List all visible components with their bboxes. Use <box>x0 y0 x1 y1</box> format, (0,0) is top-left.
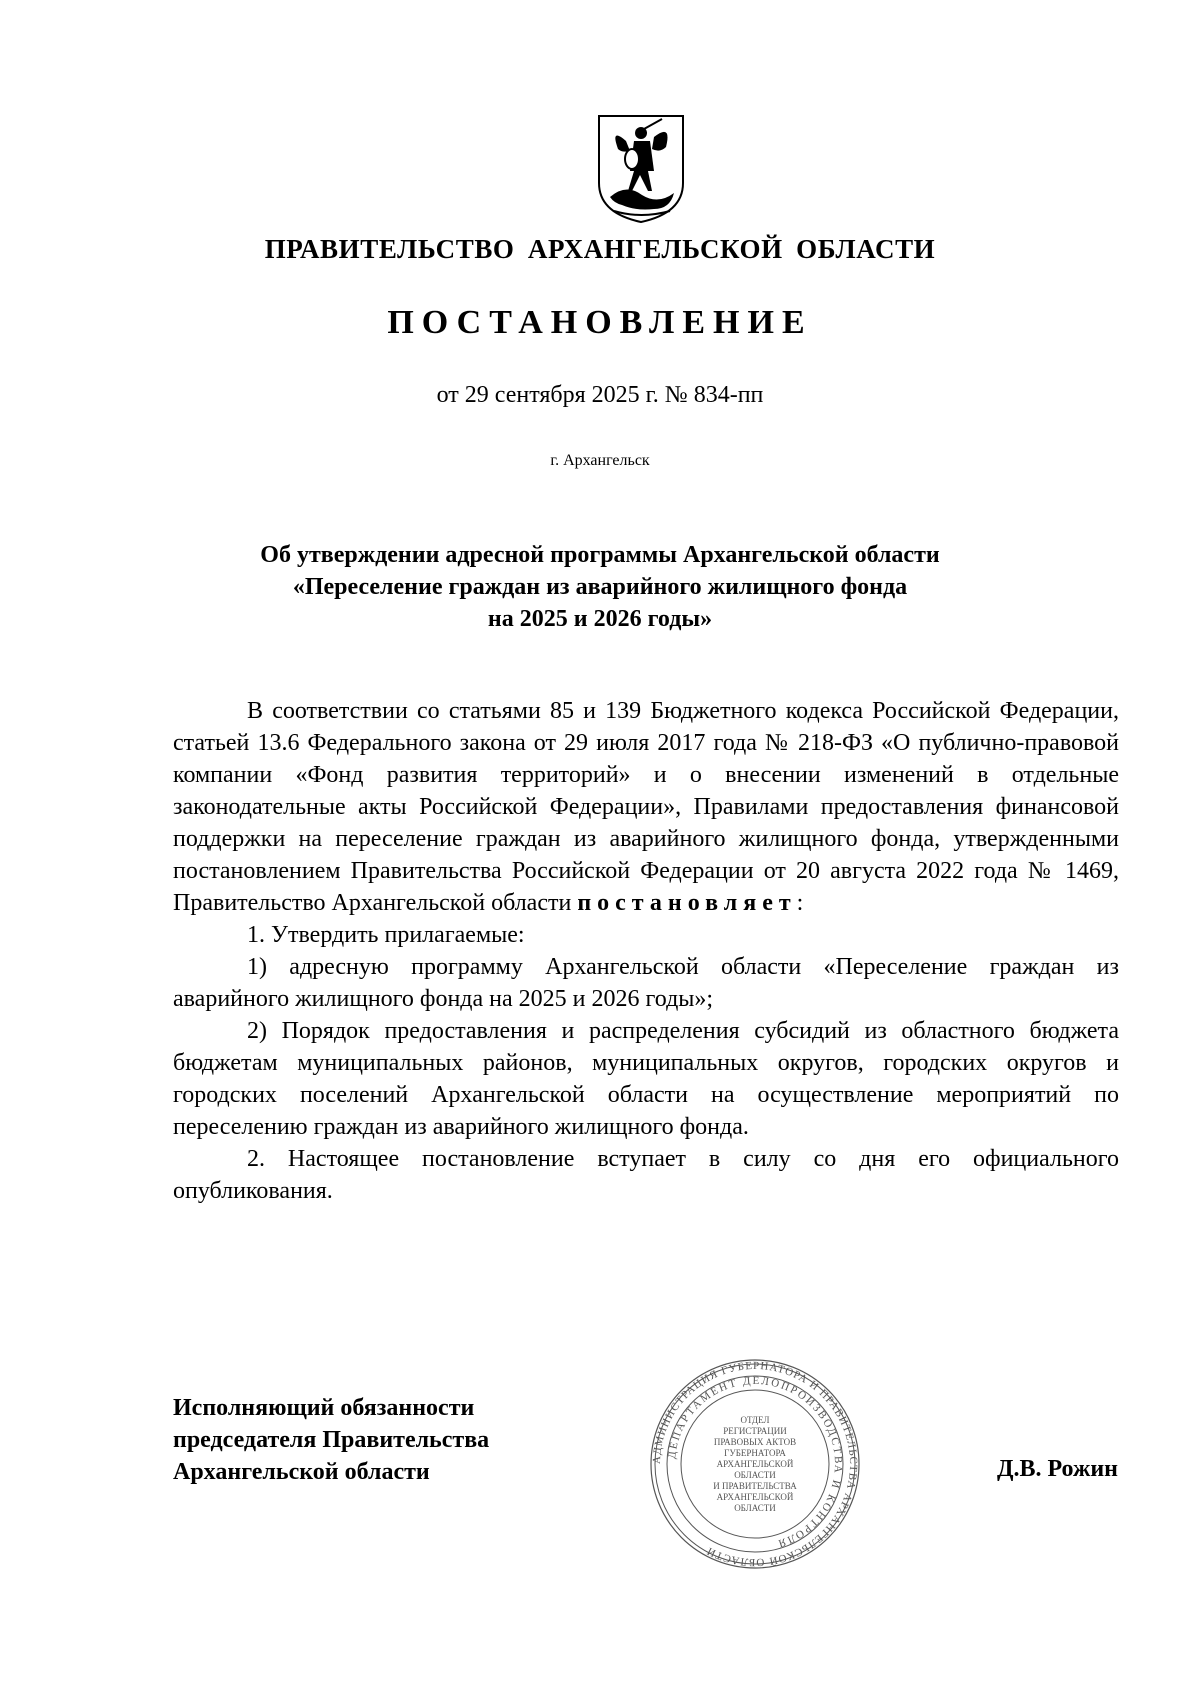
stamp-center-line: ОБЛАСТИ <box>734 1503 776 1513</box>
stamp-center-line: ПРАВОВЫХ АКТОВ <box>713 1437 797 1447</box>
organization-name: ПРАВИТЕЛЬСТВО АРХАНГЕЛЬСКОЙ ОБЛАСТИ <box>264 234 936 264</box>
stamp-center-line: РЕГИСТРАЦИИ <box>723 1426 787 1436</box>
coat-of-arms-icon <box>596 113 686 225</box>
signatory-position-line: Исполняющий обязанности <box>173 1395 475 1421</box>
document-title <box>150 539 1050 635</box>
registration-stamp <box>648 1357 862 1571</box>
stamp-center-line: ОТДЕЛ <box>740 1415 770 1425</box>
stamp-inner-text: ДЕПАРТАМЕНТ ДЕЛОПРОИЗВОДСТВА И КОНТРОЛЯ <box>666 1374 845 1550</box>
item-1-subitem-2: 2) Порядок предоставления и распределения субсидий из областного бюджета бюджетам муниципальных районов, муниципальных округов, городских округов и городских поселений Архангельской области на осуществление мероприятий по переселению граждан из аварийного жилищного фонда. <box>173 1018 1119 1140</box>
stamp-center-line: ГУБЕРНАТОРА <box>724 1448 786 1458</box>
document-type: ПОСТАНОВЛЕНИЕ <box>387 304 813 341</box>
stamp-center-line: АРХАНГЕЛЬСКОЙ <box>716 1459 794 1469</box>
preamble-text: В соответствии со статьями 85 и 139 Бюджетного кодекса Российской Федерации, статьей 13.6 Федерального закона от 29 июля 2017 года № 218-ФЗ «О публично-правовой компании «Фонд развития территорий» и о внесении изменений в отдельные законодательные акты Российской Федерации», Правилами предоставления финансовой поддержки на переселение граждан из аварийного жилищного фонда, утвержденными постановлением Правительства Российской Федерации от 20 августа 2022 года № 1469, Правительство Архангельской области <box>173 698 1119 916</box>
stamp-outer-text: АДМИНИСТРАЦИЯ ГУБЕРНАТОРА И ПРАВИТЕЛЬСТВА АРХАНГЕЛЬСКОЙ ОБЛАСТИ <box>650 1359 860 1569</box>
item-1-subitem-1: 1) адресную программу Архангельской области «Переселение граждан из аварийного жилищного фонда на 2025 и 2026 годы»; <box>173 954 1119 1012</box>
decree-colon: : <box>796 890 804 916</box>
item-2: 2. Настоящее постановление вступает в силу со дня его официального опубликования. <box>173 1146 1119 1204</box>
document-body <box>173 695 1119 1207</box>
signatory-position <box>173 1392 489 1488</box>
title-line: «Переселение граждан из аварийного жилищного фонда <box>292 574 908 600</box>
title-line: Об утверждении адресной программы Архангельской области <box>260 542 940 568</box>
signatory-position-line: Архангельской области <box>173 1459 430 1485</box>
document-date-number: от 29 сентября 2025 г. № 834-пп <box>436 382 764 408</box>
item-1: 1. Утвердить прилагаемые: <box>247 922 525 948</box>
document-city: г. Архангельск <box>550 452 650 469</box>
decree-word: постановляет <box>577 890 797 916</box>
title-line: на 2025 и 2026 годы» <box>487 606 713 632</box>
stamp-center-line: ОБЛАСТИ <box>734 1470 776 1480</box>
signatory-name: Д.В. Рожин <box>996 1456 1118 1482</box>
signatory-position-line: председателя Правительства <box>173 1427 490 1453</box>
preamble-paragraph <box>173 695 1119 919</box>
stamp-center-line: АРХАНГЕЛЬСКОЙ <box>716 1492 794 1502</box>
stamp-center-line: И ПРАВИТЕЛЬСТВА <box>713 1481 797 1491</box>
